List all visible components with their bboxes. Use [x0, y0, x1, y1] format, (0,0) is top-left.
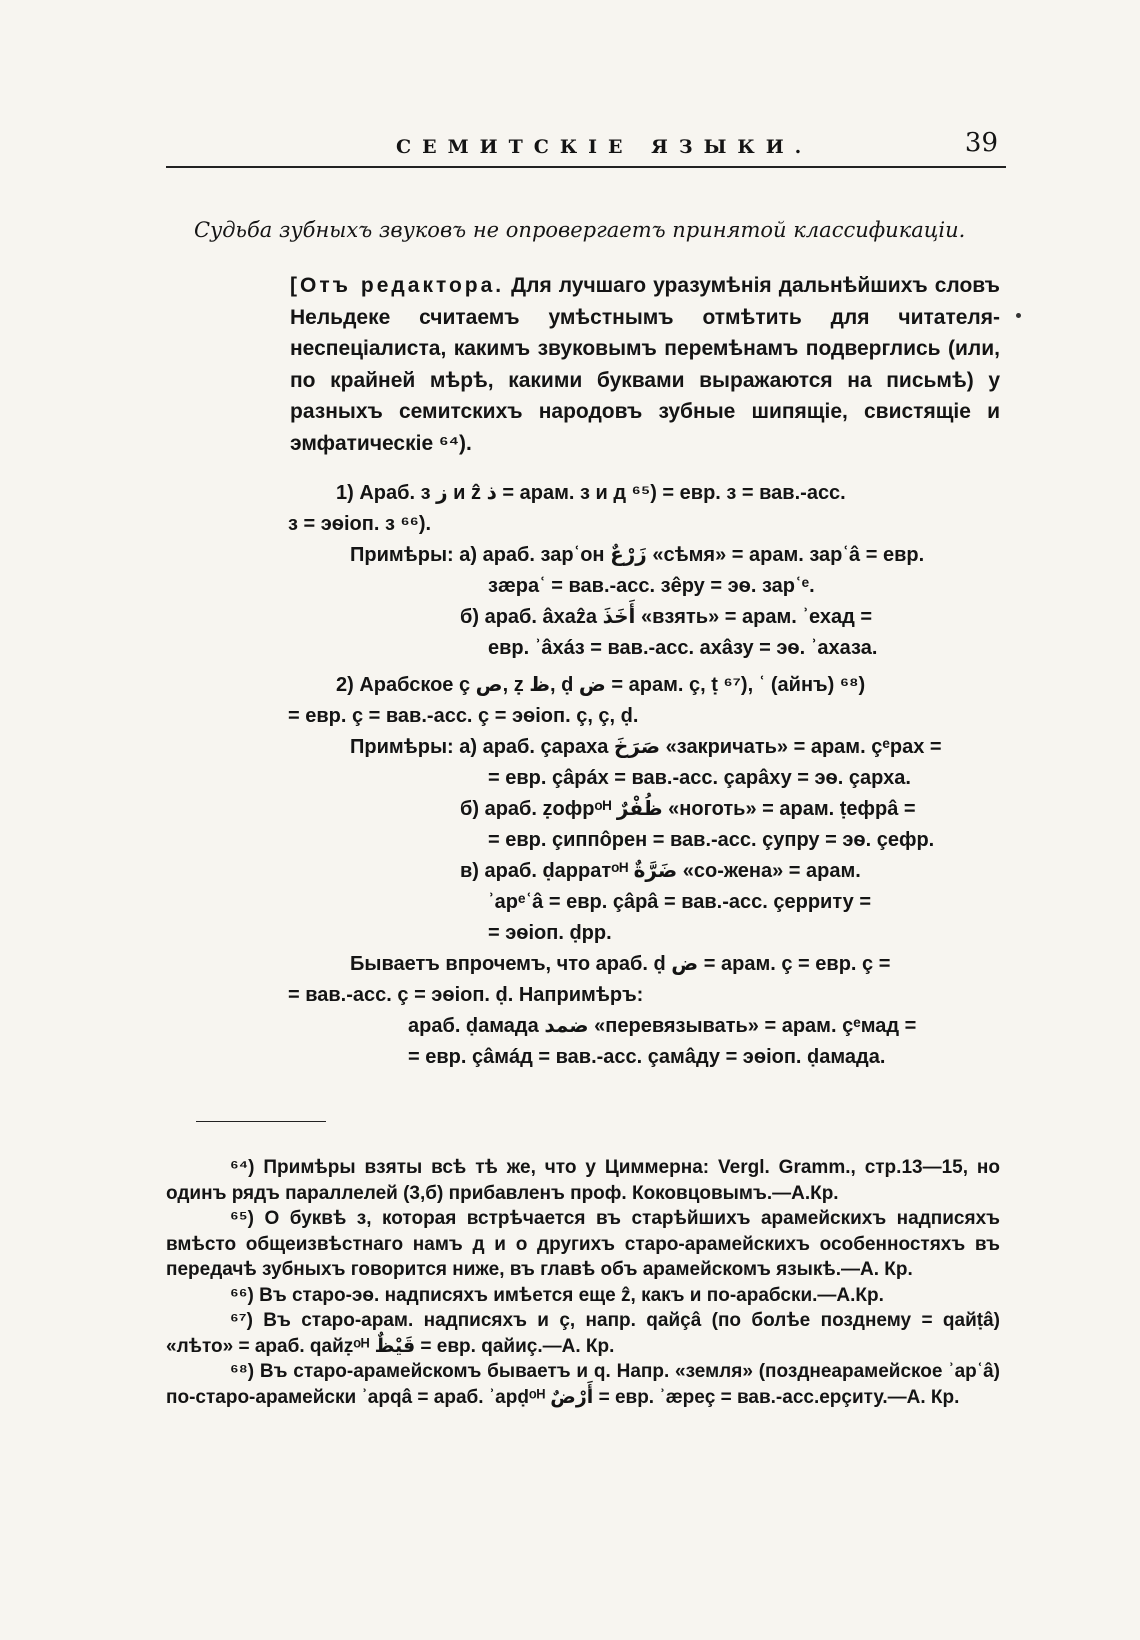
rule-line: Бываетъ впрочемъ, что араб. ḍ ض = арам. ç = евр. ç = — [350, 953, 891, 975]
footnote-66: ⁶⁶) Въ старо-эѳ. надписяхъ имѣется еще ẑ, какъ и по-арабски.—А.Кр. — [230, 1284, 884, 1306]
rule-line: евр. ʾâхáз = вав.-асс. ахâзу = эѳ. ʾахаза. — [488, 637, 878, 659]
rule-line: = вав.-асс. ç = эѳіоп. ḍ. Напримѣръ: — [288, 984, 644, 1006]
rule-line: з = эѳіоп. з ⁶⁶). — [288, 513, 432, 535]
rule-line: Примѣры: а) араб. зарʿон زَرْعٌ «сѣмя» = арам. зарʿâ = евр. — [350, 544, 925, 566]
editor-note — [290, 270, 1000, 459]
rule-line: б) араб. ẓофрᵒᴴ ظُفْرٌ «ноготь» = арам. ṭефрâ = — [460, 798, 916, 820]
running-title: СЕМИТСКІЕ ЯЗЫКИ. — [396, 136, 813, 158]
lead-sentence: Судьба зубныхъ звуковъ не опровергаетъ принятой классификаціи. — [194, 218, 966, 242]
rule-line: = евр. ç = вав.-асс. ç = эѳіоп. ç, ç, ḍ. — [288, 705, 639, 727]
rule-line: ʾарᵉʿâ = евр. çâрâ = вав.-асс. çерриту = — [488, 891, 871, 913]
transliteration-rules — [288, 478, 1000, 1073]
page-header — [166, 124, 1006, 170]
page-number: 39 — [964, 128, 998, 158]
rule-line: Примѣры: а) араб. çaраха صَرَخَ «закричать» = арам. çᵉрах = — [350, 736, 942, 758]
rule-line: б) араб. âхаẑа أَخَذَ «взять» = арам. ʾехад = — [460, 606, 873, 628]
editor-note-text: Для лучшаго уразумѣнія дальнѣйшихъ словъ Нельдеке считаемъ умѣстнымъ отмѣтить для читателя-неспеціалиста, какимъ звуковымъ перемѣнамъ подверглись (или, по крайней мѣрѣ, какими буквами выражаются на письмѣ) у разныхъ семитскихъ народовъ зубные шипящіе, свистящіе и эмфатическіе ⁶⁴). — [290, 274, 1000, 455]
rule-line: зæраʿ = вав.-асс. зêру = эѳ. зарʿᵉ. — [488, 575, 815, 597]
print-speck — [1016, 313, 1021, 318]
footnote-68: ⁶⁸) Въ старо-арамейскомъ бываетъ и q. Напр. «земля» (позднеарамейское ʾарʿâ) по-старо-арамейски ʾарqâ = араб. ʾарḍᵒᴴ أَرْضٌ = евр. ʾæреç = вав.-асс.ерçиту.—А. Кр. — [166, 1361, 1000, 1408]
rule-line: араб. ḍамада ضمد «перевязывать» = арам. çᵉмад = — [408, 1015, 917, 1037]
rule-line: = евр. çâмáд = вав.-асс. çамâду = эѳіоп. ḍамада. — [408, 1046, 886, 1068]
header-rule — [166, 166, 1006, 168]
rule-line: 1) Араб. з ز и ẑ ذ = арам. з и д ⁶⁵) = евр. з = вав.-асс. — [336, 482, 846, 504]
rule-line: = эѳіоп. ḍрр. — [488, 922, 612, 944]
footnote-separator — [196, 1121, 326, 1122]
editor-note-label: [Отъ редактора. — [290, 274, 505, 297]
rule-line: = евр. çиппôрен = вав.-асс. çупру = эѳ. çефр. — [488, 829, 935, 851]
footnote-64: ⁶⁴) Примѣры взяты всѣ тѣ же, что у Циммерна: Vergl. Gramm., стр.13—15, но одинъ рядъ параллелей (3,б) прибавленъ проф. Коковцовымъ.—А.Кр. — [166, 1157, 1000, 1204]
rule-line: 2) Арабское ç ص, ẓ ظ, ḍ ض = арам. ç, ṭ ⁶⁷), ʿ (айнъ) ⁶⁸) — [336, 674, 866, 696]
footnote-65: ⁶⁵) О буквѣ з, которая встрѣчается въ старѣйшихъ арамейскихъ надписяхъ вмѣсто общеизвѣстнаго намъ д и о другихъ старо-арамейскихъ особенностяхъ въ передачѣ зубныхъ говорится ниже, въ главѣ объ арамейскомъ языкѣ.—А. Кр. — [166, 1208, 1000, 1280]
rule-line: = евр. çâрáх = вав.-асс. çарâху = эѳ. çарха. — [488, 767, 911, 789]
footnote-67: ⁶⁷) Въ старо-арам. надписяхъ и ç, напр. qайçâ (по болѣе позднему = qайṭâ) «лѣто» = араб. qайẓᵒᴴ قَيْظٌ = евр. qайиç.—А. Кр. — [166, 1310, 1000, 1357]
footnotes — [166, 1155, 1000, 1410]
rule-line: в) араб. ḍарратᵒᴴ ضَرَّةٌ «со-жена» = арам. — [460, 860, 861, 882]
